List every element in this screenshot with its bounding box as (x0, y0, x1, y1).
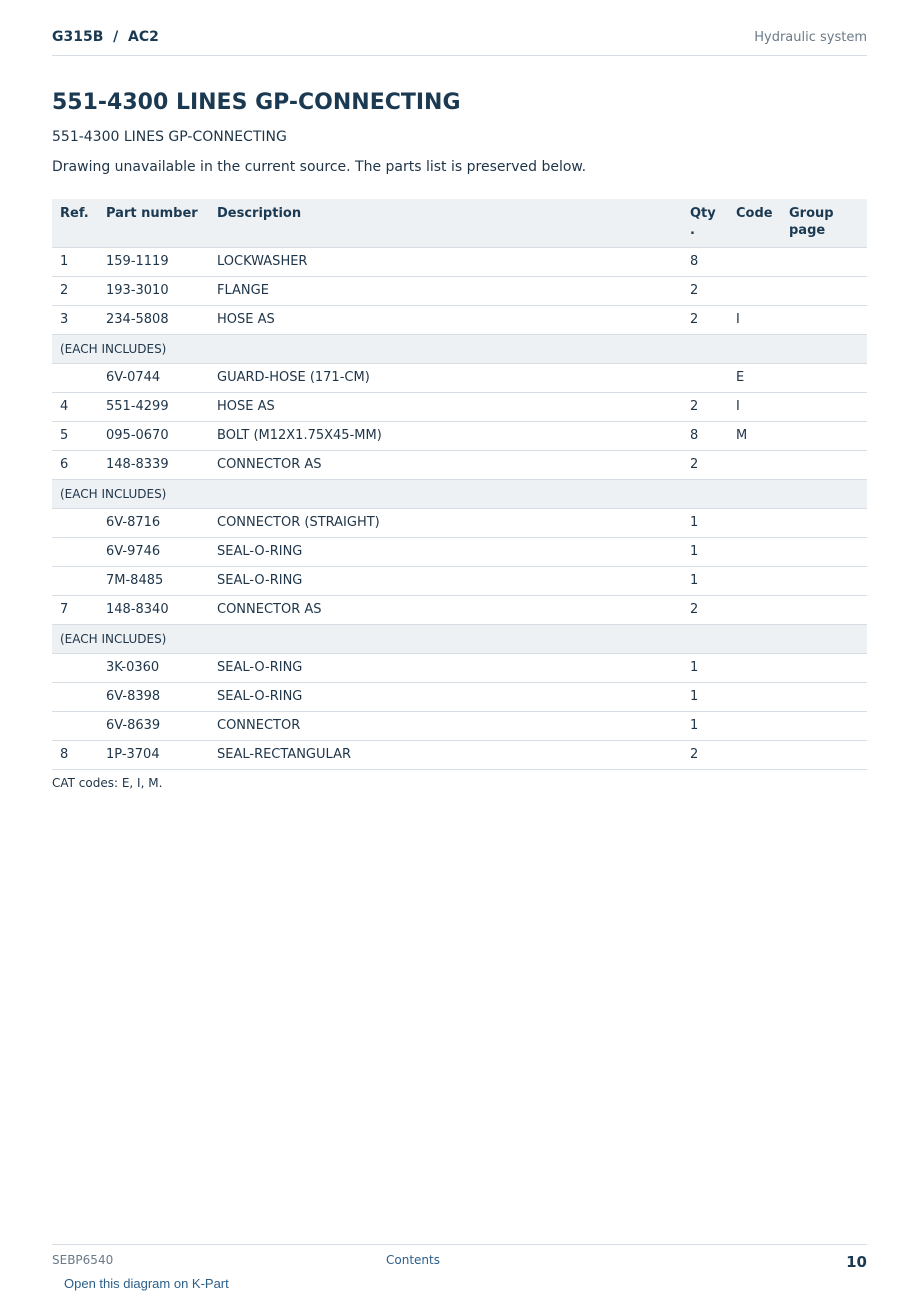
table-row (52, 450, 867, 479)
cell-group-page (781, 392, 867, 421)
cell-part-number: 148-8339 (98, 450, 209, 479)
parts-table-body (52, 247, 867, 769)
column-header-part-number: Part number (98, 199, 209, 247)
table-row (52, 537, 867, 566)
cell-group-page (781, 537, 867, 566)
table-row (52, 247, 867, 276)
table-row (52, 392, 867, 421)
table-row (52, 305, 867, 334)
cell-ref: 7 (52, 595, 98, 624)
cell-part-number: 6V-0744 (98, 363, 209, 392)
includes-row (52, 624, 867, 653)
cell-group-page (781, 450, 867, 479)
cell-qty: 2 (682, 392, 728, 421)
cell-group-page (781, 682, 867, 711)
cell-qty: 2 (682, 276, 728, 305)
cell-ref (52, 711, 98, 740)
page-footer (52, 1244, 867, 1274)
cell-code (728, 450, 781, 479)
cell-ref: 1 (52, 247, 98, 276)
cell-code: E (728, 363, 781, 392)
includes-label: (EACH INCLUDES) (52, 624, 867, 653)
includes-row (52, 479, 867, 508)
cell-group-page (781, 247, 867, 276)
parts-table (52, 199, 867, 770)
page-number: 10 (846, 1253, 867, 1271)
cell-qty: 1 (682, 711, 728, 740)
model-breadcrumb: G315B / AC2 (52, 29, 159, 45)
cell-qty (682, 363, 728, 392)
cell-ref: 5 (52, 421, 98, 450)
cell-code: I (728, 392, 781, 421)
cell-ref: 3 (52, 305, 98, 334)
cell-ref (52, 566, 98, 595)
page-title: 551-4300 LINES GP-CONNECTING (52, 90, 461, 115)
cell-qty: 1 (682, 508, 728, 537)
cell-ref: 4 (52, 392, 98, 421)
column-header-ref: Ref. (52, 199, 98, 247)
table-row (52, 595, 867, 624)
open-in-kpart-link[interactable]: Open this diagram on K-Part (64, 1276, 229, 1291)
cell-group-page (781, 711, 867, 740)
cell-group-page (781, 508, 867, 537)
cell-code: M (728, 421, 781, 450)
table-row (52, 566, 867, 595)
cell-qty: 8 (682, 247, 728, 276)
cell-group-page (781, 305, 867, 334)
cell-description: BOLT (M12X1.75X45-MM) (209, 421, 682, 450)
cell-ref (52, 682, 98, 711)
document-id: SEBP6540 (52, 1253, 114, 1267)
cell-description: SEAL-RECTANGULAR (209, 740, 682, 769)
cell-code: I (728, 305, 781, 334)
drawing-unavailable-note: Drawing unavailable in the current source. The parts list is preserved below. (52, 159, 587, 175)
cell-description: CONNECTOR AS (209, 450, 682, 479)
cell-qty: 8 (682, 421, 728, 450)
cell-qty: 1 (682, 653, 728, 682)
table-row (52, 653, 867, 682)
cell-part-number: 6V-9746 (98, 537, 209, 566)
includes-label: (EACH INCLUDES) (52, 334, 867, 363)
cell-group-page (781, 566, 867, 595)
column-header-group-page: Group page (781, 199, 867, 247)
cell-code (728, 595, 781, 624)
table-row (52, 682, 867, 711)
cell-part-number: 148-8340 (98, 595, 209, 624)
cell-code (728, 247, 781, 276)
cell-ref: 8 (52, 740, 98, 769)
cell-description: CONNECTOR AS (209, 595, 682, 624)
cell-part-number: 6V-8639 (98, 711, 209, 740)
cell-description: SEAL-O-RING (209, 682, 682, 711)
cell-part-number: 234-5808 (98, 305, 209, 334)
column-header-qty: Qty . (682, 199, 728, 247)
cell-part-number: 159-1119 (98, 247, 209, 276)
cell-ref (52, 363, 98, 392)
cell-group-page (781, 653, 867, 682)
table-row (52, 711, 867, 740)
cell-description: LOCKWASHER (209, 247, 682, 276)
contents-link[interactable]: Contents (386, 1253, 440, 1267)
cat-codes-note: CAT codes: E, I, M. (52, 776, 163, 790)
cell-code (728, 276, 781, 305)
includes-label: (EACH INCLUDES) (52, 479, 867, 508)
cell-part-number: 1P-3704 (98, 740, 209, 769)
table-row (52, 276, 867, 305)
cell-description: GUARD-HOSE (171-CM) (209, 363, 682, 392)
cell-group-page (781, 363, 867, 392)
cell-qty: 2 (682, 305, 728, 334)
cell-part-number: 6V-8398 (98, 682, 209, 711)
cell-group-page (781, 421, 867, 450)
cell-qty: 1 (682, 682, 728, 711)
cell-part-number: 7M-8485 (98, 566, 209, 595)
cell-part-number: 095-0670 (98, 421, 209, 450)
table-row (52, 740, 867, 769)
column-header-code: Code (728, 199, 781, 247)
cell-code (728, 682, 781, 711)
cell-qty: 2 (682, 595, 728, 624)
cell-qty: 1 (682, 537, 728, 566)
cell-description: FLANGE (209, 276, 682, 305)
section-name: Hydraulic system (754, 30, 867, 45)
cell-group-page (781, 740, 867, 769)
cell-part-number: 551-4299 (98, 392, 209, 421)
column-header-description: Description (209, 199, 682, 247)
cell-part-number: 3K-0360 (98, 653, 209, 682)
cell-code (728, 508, 781, 537)
page-header (52, 28, 867, 56)
cell-description: SEAL-O-RING (209, 653, 682, 682)
cell-ref (52, 653, 98, 682)
cell-description: SEAL-O-RING (209, 537, 682, 566)
cell-ref (52, 508, 98, 537)
table-row (52, 421, 867, 450)
cell-description: HOSE AS (209, 305, 682, 334)
cell-part-number: 193-3010 (98, 276, 209, 305)
cell-part-number: 6V-8716 (98, 508, 209, 537)
parts-table-header-row (52, 199, 867, 247)
cell-code (728, 537, 781, 566)
cell-description: CONNECTOR (209, 711, 682, 740)
table-row (52, 508, 867, 537)
cell-qty: 2 (682, 450, 728, 479)
cell-ref: 6 (52, 450, 98, 479)
cell-code (728, 653, 781, 682)
includes-row (52, 334, 867, 363)
cell-description: CONNECTOR (STRAIGHT) (209, 508, 682, 537)
cell-code (728, 740, 781, 769)
cell-group-page (781, 276, 867, 305)
cell-group-page (781, 595, 867, 624)
cell-qty: 2 (682, 740, 728, 769)
cell-qty: 1 (682, 566, 728, 595)
cell-description: HOSE AS (209, 392, 682, 421)
table-row (52, 363, 867, 392)
cell-description: SEAL-O-RING (209, 566, 682, 595)
cell-ref (52, 537, 98, 566)
cell-code (728, 566, 781, 595)
cell-ref: 2 (52, 276, 98, 305)
page-subtitle: 551-4300 LINES GP-CONNECTING (52, 129, 287, 145)
cell-code (728, 711, 781, 740)
